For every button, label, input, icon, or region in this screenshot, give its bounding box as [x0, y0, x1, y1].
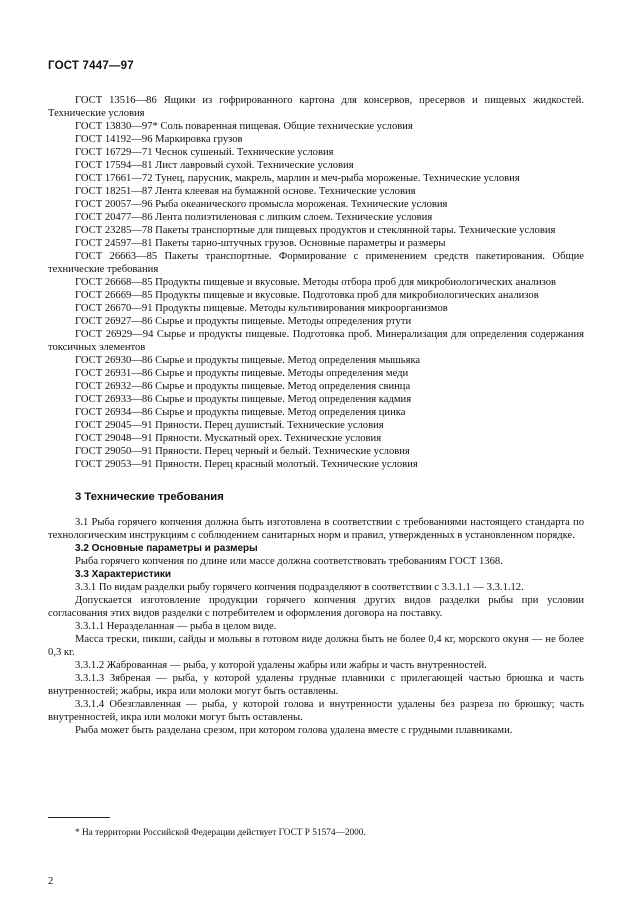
footnote: * На территории Российской Федерации действует ГОСТ Р 51574—2000. — [75, 828, 366, 838]
clause-3-3-1-3: 3.3.1.3 Зябреная — рыба, у которой удалены грудные плавники с прилегающей частью брюшка и часть внутренностей; жабры, икра или молоки могут быть оставлены. — [48, 673, 584, 697]
reference-entry: ГОСТ 26668—85 Продукты пищевые и вкусовые. Методы отбора проб для микробиологических анализов — [75, 277, 557, 288]
reference-entry: ГОСТ 29050—91 Пряности. Перец черный и белый. Технические условия — [75, 446, 410, 457]
reference-entry: ГОСТ 26929—94 Сырье и продукты пищевые. Подготовка проб. Минерализация для определения содержания токсичных элементов — [48, 329, 584, 353]
clause-3-3-1-2: 3.3.1.2 Жаброванная — рыба, у которой удалены жабры или жабры и часть внутренностей. — [75, 660, 487, 671]
clause-3-3-1: 3.3.1 По видам разделки рыбу горячего копчения подразделяют в соответствии с 3.3.1.1 — 3.3.1.12. — [75, 582, 524, 593]
reference-entry: ГОСТ 29048—91 Пряности. Мускатный орех. Технические условия — [75, 433, 382, 444]
clause-mass-paragraph: Масса трески, пикши, сайды и мольвы в готовом виде должна быть не более 0,4 кг, морского окуня — не более 0,3 кг. — [48, 634, 584, 658]
reference-entry: ГОСТ 26933—86 Сырье и продукты пищевые. Метод определения кадмия — [75, 394, 412, 405]
clause-3-3-heading: 3.3 Характеристики — [75, 569, 172, 580]
reference-entry: ГОСТ 17594—81 Лист лавровый сухой. Технические условия — [75, 160, 354, 171]
reference-entry: ГОСТ 16729—71 Чеснок сушеный. Технические условия — [75, 147, 334, 158]
reference-entry: ГОСТ 26670—91 Продукты пищевые. Методы культивирования микроорганизмов — [75, 303, 448, 314]
clause-3-3-1-4: 3.3.1.4 Обезглавленная — рыба, у которой голова и внутренности удалены без разреза по брюшку; часть внутренностей, икра или молоки могут быть оставлены. — [48, 699, 584, 723]
footnote-divider — [48, 817, 110, 818]
clause-3-2-text: Рыба горячего копчения по длине или массе должна соответствовать требованиям ГОСТ 1368. — [75, 556, 503, 567]
normative-references-list — [48, 94, 584, 471]
main-text — [48, 94, 584, 737]
reference-entry: ГОСТ 13830—97* Соль поваренная пищевая. Общие технические условия — [75, 121, 413, 132]
clause-3-2-heading: 3.2 Основные параметры и размеры — [75, 543, 258, 554]
reference-entry: ГОСТ 20477—86 Лента полиэтиленовая с липким слоем. Технические условия — [75, 212, 433, 223]
reference-entry: ГОСТ 13516—86 Ящики из гофрированного картона для консервов, пресервов и пищевых жидкостей. Технические условия — [48, 95, 584, 119]
clause-3-1: 3.1 Рыба горячего копчения должна быть изготовлена в соответствии с требованиями настоящего стандарта по технологическим инструкциям с соблюдением санитарных норм и правил, утвержденных в установленном порядке. — [48, 517, 584, 541]
reference-entry: ГОСТ 29053—91 Пряности. Перец красный молотый. Технические условия — [75, 459, 418, 470]
reference-entry: ГОСТ 26669—85 Продукты пищевые и вкусовые. Подготовка проб для микробиологических анализов — [75, 290, 539, 301]
reference-entry: ГОСТ 26930—86 Сырье и продукты пищевые. Метод определения мышьяка — [75, 355, 421, 366]
reference-entry: ГОСТ 24597—81 Пакеты тарно-штучных грузов. Основные параметры и размеры — [75, 238, 446, 249]
clause-3-3-1-1: 3.3.1.1 Неразделанная — рыба в целом виде. — [75, 621, 277, 632]
clause-allowance-paragraph: Допускается изготовление продукции горячего копчения других видов разделки рыбы при условии согласования этих видов разделки с потребителем и оформления договора на поставку. — [48, 595, 584, 619]
reference-entry: ГОСТ 26663—85 Пакеты транспортные. Формирование с применением средств пакетирования. Общие технические требования — [48, 251, 584, 275]
reference-entry: ГОСТ 17661—72 Тунец, парусник, макрель, марлин и меч-рыба мороженые. Технические условия — [75, 173, 520, 184]
reference-entry: ГОСТ 18251—87 Лента клеевая на бумажной основе. Технические условия — [75, 186, 416, 197]
reference-entry: ГОСТ 26931—86 Сырье и продукты пищевые. Методы определения меди — [75, 368, 409, 379]
reference-entry: ГОСТ 23285—78 Пакеты транспортные для пищевых продуктов и стеклянной тары. Технические условия — [75, 225, 556, 236]
reference-entry: ГОСТ 26927—86 Сырье и продукты пищевые. Методы определения ртути — [75, 316, 412, 327]
reference-entry: ГОСТ 29045—91 Пряности. Перец душистый. Технические условия — [75, 420, 384, 431]
page-header: ГОСТ 7447—97 — [48, 60, 134, 72]
reference-entry: ГОСТ 14192—96 Маркировка грузов — [75, 134, 243, 145]
section-title: 3 Технические требования — [75, 491, 224, 503]
reference-entry: ГОСТ 26932—86 Сырье и продукты пищевые. Метод определения свинца — [75, 381, 411, 392]
reference-entry: ГОСТ 26934—86 Сырье и продукты пищевые. Метод определения цинка — [75, 407, 406, 418]
page-number: 2 — [48, 876, 54, 887]
clause-cut-paragraph: Рыба может быть разделана срезом, при котором голова удалена вместе с грудными плавниками. — [75, 725, 513, 736]
reference-entry: ГОСТ 20057—96 Рыба океанического промысла мороженая. Технические условия — [75, 199, 448, 210]
